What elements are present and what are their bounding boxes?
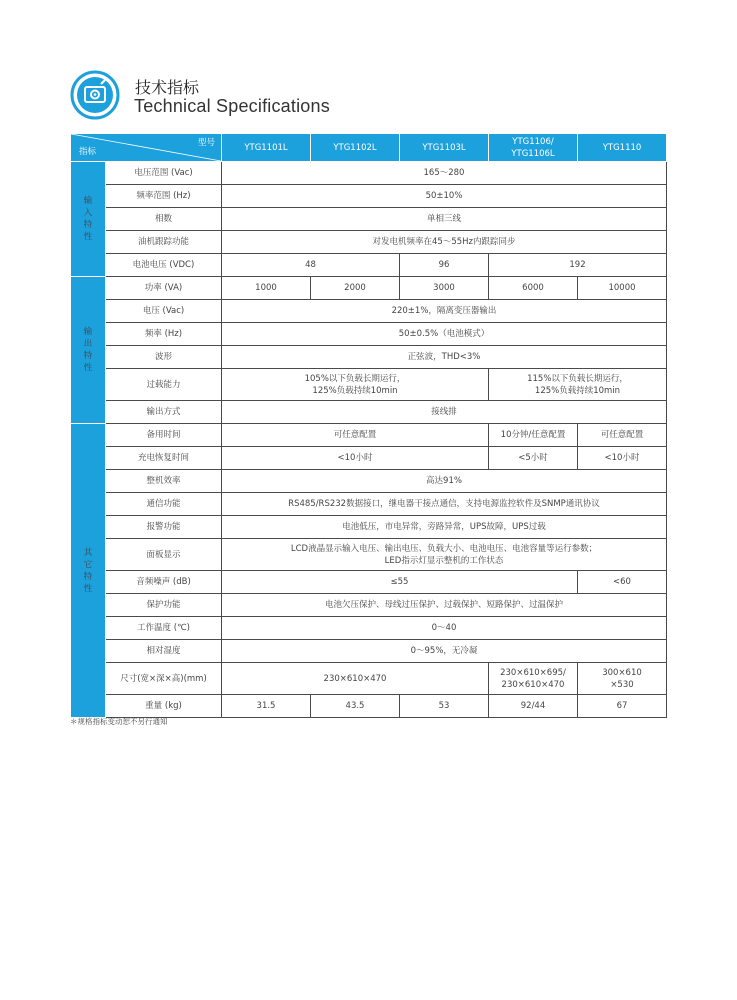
row-value: 220±1%，隔离变压器输出 (222, 300, 667, 323)
row-label: 整机效率 (106, 470, 222, 493)
row-label: 尺寸(宽×深×高)(mm) (106, 663, 222, 695)
row-label: 电压 (Vac) (106, 300, 222, 323)
row-label: 面板显示 (106, 539, 222, 571)
row-label: 相对湿度 (106, 640, 222, 663)
row-value: 230×610×470 (222, 663, 489, 695)
table-row (71, 539, 667, 571)
row-label: 相数 (106, 208, 222, 231)
table-row (71, 185, 667, 208)
table-row (71, 369, 667, 401)
row-value: LCD液晶显示输入电压、输出电压、负载大小、电池电压、电池容量等运行参数； LED指示灯显示整机的工作状态 (222, 539, 667, 571)
group-input: 输入特性 (71, 162, 106, 277)
row-value: 230×610×695/ 230×610×470 (489, 663, 578, 695)
row-value: 可任意配置 (578, 424, 667, 447)
footnote: ＊规格指标变动恕不另行通知 (70, 717, 168, 726)
page-title-en: Technical Specifications (134, 96, 330, 116)
row-label: 电压范围 (Vac) (106, 162, 222, 185)
row-value: 对发电机频率在45～55Hz内跟踪同步 (222, 231, 667, 254)
row-label: 重量 (kg) (106, 695, 222, 718)
row-label: 频率 (Hz) (106, 323, 222, 346)
row-value: 92/44 (489, 695, 578, 718)
row-label: 工作温度 (℃) (106, 617, 222, 640)
row-value: <10小时 (222, 447, 489, 470)
spec-table (70, 133, 667, 718)
table-row (71, 300, 667, 323)
row-value: 高达91% (222, 470, 667, 493)
row-label: 保护功能 (106, 594, 222, 617)
row-value: 0～40 (222, 617, 667, 640)
row-value: 50±0.5%（电池模式） (222, 323, 667, 346)
row-value: 10分钟/任意配置 (489, 424, 578, 447)
row-label: 波形 (106, 346, 222, 369)
row-value: 10000 (578, 277, 667, 300)
row-value: 53 (400, 695, 489, 718)
row-value: 2000 (311, 277, 400, 300)
row-value: 67 (578, 695, 667, 718)
corner-spec-label: 指标 (79, 147, 97, 157)
row-value: RS485/RS232数据接口，继电器干接点通信，支持电源监控软件及SNMP通讯协议 (222, 493, 667, 516)
gear-settings-icon (70, 70, 120, 120)
table-row (71, 695, 667, 718)
group-output: 输出特性 (71, 277, 106, 424)
table-row (71, 447, 667, 470)
row-label: 音频噪声 (dB) (106, 571, 222, 594)
row-value: 可任意配置 (222, 424, 489, 447)
table-row (71, 162, 667, 185)
row-value: 300×610 ×530 (578, 663, 667, 695)
table-row (71, 640, 667, 663)
row-value: 31.5 (222, 695, 311, 718)
table-row (71, 516, 667, 539)
model-header: YTG1110 (578, 134, 667, 162)
row-label: 输出方式 (106, 401, 222, 424)
row-value: 3000 (400, 277, 489, 300)
row-label: 充电恢复时间 (106, 447, 222, 470)
row-value: <5小时 (489, 447, 578, 470)
model-header: YTG1103L (400, 134, 489, 162)
row-label: 油机跟踪功能 (106, 231, 222, 254)
row-value: 165～280 (222, 162, 667, 185)
table-row (71, 493, 667, 516)
model-header: YTG1102L (311, 134, 400, 162)
table-row (71, 346, 667, 369)
row-value: 96 (400, 254, 489, 277)
table-row (71, 470, 667, 493)
table-row (71, 323, 667, 346)
row-value: 48 (222, 254, 400, 277)
model-header: YTG1106/ YTG1106L (489, 134, 578, 162)
row-value: 正弦波，THD<3% (222, 346, 667, 369)
table-row (71, 401, 667, 424)
row-value: 105%以下负载长期运行， 125%负载持续10min (222, 369, 489, 401)
row-value: 接线排 (222, 401, 667, 424)
model-header: YTG1101L (222, 134, 311, 162)
row-label: 备用时间 (106, 424, 222, 447)
row-value: 单相三线 (222, 208, 667, 231)
table-row (71, 663, 667, 695)
table-row (71, 594, 667, 617)
corner-cell (71, 134, 222, 162)
row-value: 电池欠压保护、母线过压保护、过载保护、短路保护、过温保护 (222, 594, 667, 617)
row-label: 功率 (VA) (106, 277, 222, 300)
row-value: <10小时 (578, 447, 667, 470)
row-value: 0～95%，无冷凝 (222, 640, 667, 663)
row-label: 过载能力 (106, 369, 222, 401)
group-other: 其它特性 (71, 424, 106, 718)
table-row (71, 254, 667, 277)
row-value: 1000 (222, 277, 311, 300)
row-label: 频率范围 (Hz) (106, 185, 222, 208)
table-row (71, 231, 667, 254)
table-row (71, 617, 667, 640)
row-value: <60 (578, 571, 667, 594)
row-label: 通信功能 (106, 493, 222, 516)
row-value: ≤55 (222, 571, 578, 594)
table-row (71, 571, 667, 594)
row-value: 50±10% (222, 185, 667, 208)
row-value: 电池低压，市电异常，旁路异常，UPS故障，UPS过载 (222, 516, 667, 539)
table-row (71, 424, 667, 447)
row-label: 电池电压 (VDC) (106, 254, 222, 277)
row-value: 6000 (489, 277, 578, 300)
corner-model-label: 型号 (197, 138, 215, 148)
row-label: 报警功能 (106, 516, 222, 539)
row-value: 115%以下负载长期运行， 125%负载持续10min (489, 369, 667, 401)
table-row (71, 208, 667, 231)
table-header-row (71, 134, 667, 162)
page-title-zh: 技术指标 (135, 78, 200, 97)
row-value: 192 (489, 254, 667, 277)
table-row (71, 277, 667, 300)
row-value: 43.5 (311, 695, 400, 718)
